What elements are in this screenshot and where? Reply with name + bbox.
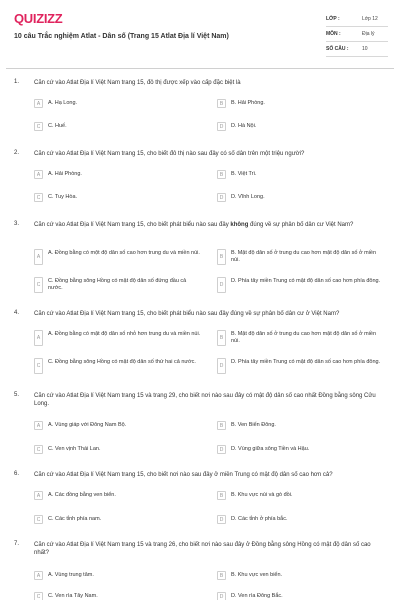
question-text bbox=[34, 221, 384, 229]
option-text: B. Ven Biển Đông. bbox=[231, 422, 276, 428]
option-d[interactable] bbox=[217, 193, 385, 202]
option-text: B. Khu vực ven biển. bbox=[231, 572, 283, 578]
option-b[interactable] bbox=[217, 571, 385, 580]
option-c[interactable] bbox=[34, 193, 202, 202]
option-letter-badge: D bbox=[217, 122, 226, 131]
option-letter-badge: A bbox=[34, 491, 43, 500]
option-c[interactable] bbox=[34, 122, 202, 131]
option-text: A. Đồng bằng có mật độ dân số nhỏ hơn trung du và miền núi. bbox=[48, 331, 201, 337]
question-text: Căn cứ vào Atlat Địa lí Việt Nam trang 15, đô thị được xếp vào cấp đặc biệt là bbox=[34, 80, 241, 86]
option-letter-badge: D bbox=[217, 193, 226, 202]
option-c[interactable] bbox=[34, 277, 202, 293]
option-text: C. Các tỉnh phía nam. bbox=[48, 516, 102, 522]
header-divider bbox=[6, 68, 394, 69]
option-d[interactable] bbox=[217, 277, 385, 293]
option-a[interactable] bbox=[34, 249, 202, 265]
option-letter-badge: B bbox=[217, 249, 226, 265]
meta-label-count: SỐ CÂU : bbox=[326, 46, 349, 52]
option-a[interactable] bbox=[34, 421, 202, 430]
option-text: B. Mật độ dân số ở trung du cao hơn mật độ dân số ở miền núi. bbox=[231, 250, 377, 263]
option-text: C. Đồng bằng sông Hồng có mật độ dân số thứ hai cả nước. bbox=[48, 359, 196, 365]
option-letter-badge: B bbox=[217, 571, 226, 580]
meta-row-subject bbox=[326, 27, 388, 42]
meta-label-subject: MÔN : bbox=[326, 31, 341, 37]
option-text: B. Khu vực núi và gò đồi. bbox=[231, 492, 293, 498]
option-letter-badge: D bbox=[217, 515, 226, 524]
option-d[interactable] bbox=[217, 515, 385, 524]
question-text-emphasis: không bbox=[230, 222, 249, 228]
option-letter-badge: C bbox=[34, 592, 43, 600]
option-text: B. Mật độ dân số ở trung du cao hơn mật độ dân số ở miền núi. bbox=[231, 331, 377, 344]
option-text: A. Các đồng bằng ven biển. bbox=[48, 492, 116, 498]
option-letter-badge: C bbox=[34, 277, 43, 293]
option-letter-badge: C bbox=[34, 193, 43, 202]
question-text: Căn cứ vào Atlat Địa lí Việt Nam trang 15, cho biết đô thị nào sau đây có số dân trên một triệu người? bbox=[34, 151, 305, 157]
option-letter-badge: D bbox=[217, 445, 226, 454]
option-d[interactable] bbox=[217, 445, 385, 454]
option-a[interactable] bbox=[34, 170, 202, 179]
option-text: A. Hải Phòng. bbox=[48, 171, 82, 177]
question-number: 6. bbox=[14, 471, 20, 477]
option-b[interactable] bbox=[217, 491, 385, 500]
option-letter-badge: A bbox=[34, 330, 43, 346]
option-text: D. Phía tây miền Trung có mật độ dân số cao hơn phía đông. bbox=[231, 278, 381, 284]
meta-value-subject: Địa lý bbox=[362, 31, 375, 37]
worksheet-header bbox=[0, 0, 400, 64]
meta-row-count bbox=[326, 42, 388, 57]
option-letter-badge: A bbox=[34, 99, 43, 108]
option-letter-badge: C bbox=[34, 445, 43, 454]
question-text-start: Căn cứ vào Atlat Địa lí Việt Nam trang 15, cho biết phát biểu nào sau đây bbox=[34, 222, 231, 228]
question-text: Căn cứ vào Atlat Địa lí Việt Nam trang 15 và trang 29, cho biết nơi nào sau đây có mật độ dân số cao nhất Đồng bằng sông Cửu Long. bbox=[34, 393, 376, 407]
meta-label-class: LỚP : bbox=[326, 16, 340, 22]
meta-value-class: Lớp 12 bbox=[362, 16, 378, 22]
option-text: A. Vùng giáp với Đông Nam Bộ. bbox=[48, 422, 127, 428]
option-d[interactable] bbox=[217, 592, 385, 600]
option-text: C. Huế. bbox=[48, 123, 67, 129]
question-number: 1. bbox=[14, 79, 20, 85]
option-a[interactable] bbox=[34, 99, 202, 108]
option-b[interactable] bbox=[217, 249, 385, 265]
option-letter-badge: C bbox=[34, 358, 43, 374]
option-letter-badge: A bbox=[34, 249, 43, 265]
option-d[interactable] bbox=[217, 358, 385, 374]
question-text: Căn cứ vào Atlat Địa lí Việt Nam trang 15, cho biết nơi nào sau đây ở miền Trung có mật độ dân số cao hơn cả? bbox=[34, 472, 333, 478]
worksheet-title: 10 câu Trắc nghiệm Atlat - Dân số (Trang 15 Atlat Địa lí Việt Nam) bbox=[14, 33, 229, 40]
option-text: D. Phía tây miền Trung có mật độ dân số cao hơn phía đông. bbox=[231, 359, 381, 365]
option-letter-badge: B bbox=[217, 170, 226, 179]
question-text: Căn cứ vào Atlat Địa lí Việt Nam trang 15, cho biết phát biểu nào sau đây đúng về sự phân bố dân cư ở Việt Nam? bbox=[34, 311, 340, 317]
option-letter-badge: A bbox=[34, 421, 43, 430]
question-number: 2. bbox=[14, 150, 20, 156]
option-a[interactable] bbox=[34, 491, 202, 500]
option-letter-badge: D bbox=[217, 358, 226, 374]
meta-row-class bbox=[326, 12, 388, 27]
option-letter-badge: A bbox=[34, 170, 43, 179]
option-letter-badge: A bbox=[34, 571, 43, 580]
option-c[interactable] bbox=[34, 592, 202, 600]
option-letter-badge: D bbox=[217, 277, 226, 293]
option-b[interactable] bbox=[217, 99, 385, 108]
option-c[interactable] bbox=[34, 358, 202, 374]
option-text: A. Hạ Long. bbox=[48, 100, 78, 106]
option-c[interactable] bbox=[34, 515, 202, 524]
option-text: B. Hải Phòng. bbox=[231, 100, 265, 106]
option-text: D. Ven rìa Đông Bắc. bbox=[231, 593, 283, 599]
option-d[interactable] bbox=[217, 122, 385, 131]
option-b[interactable] bbox=[217, 170, 385, 179]
question-number: 4. bbox=[14, 310, 20, 316]
option-text: A. Vùng trung tâm. bbox=[48, 572, 94, 578]
option-text: D. Các tỉnh ở phía bắc. bbox=[231, 516, 288, 522]
option-b[interactable] bbox=[217, 421, 385, 430]
option-letter-badge: C bbox=[34, 122, 43, 131]
quizizz-logo: QUIZIZZ bbox=[14, 11, 63, 26]
worksheet-meta bbox=[326, 12, 388, 57]
option-text: D. Vĩnh Long. bbox=[231, 194, 265, 200]
question-number: 5. bbox=[14, 392, 20, 398]
option-a[interactable] bbox=[34, 571, 202, 580]
question-number: 7. bbox=[14, 541, 20, 547]
option-letter-badge: B bbox=[217, 421, 226, 430]
question-number: 3. bbox=[14, 221, 20, 227]
option-letter-badge: B bbox=[217, 99, 226, 108]
option-text: A. Đồng bằng có một độ dân số cao hơn trung du và miền núi. bbox=[48, 250, 200, 256]
option-a[interactable] bbox=[34, 330, 202, 346]
question-text-end: đúng về sự phân bố dân cư Việt Nam? bbox=[248, 222, 354, 228]
option-b[interactable] bbox=[217, 330, 385, 346]
option-letter-badge: D bbox=[217, 592, 226, 600]
option-text: B. Việt Trì. bbox=[231, 171, 257, 177]
option-text: D. Vùng giữa sông Tiền và Hậu. bbox=[231, 446, 310, 452]
option-text: C. Ven rìa Tây Nam. bbox=[48, 593, 98, 599]
option-text: C. Đồng bằng sông Hồng có mật độ dân số đứng đầu cả nước. bbox=[48, 278, 187, 291]
meta-value-count: 10 bbox=[362, 46, 368, 52]
option-letter-badge: B bbox=[217, 491, 226, 500]
option-letter-badge: C bbox=[34, 515, 43, 524]
question-text: Căn cứ vào Atlat Địa lí Việt Nam trang 15 và trang 26, cho biết nơi nào sau đây ở Đồng bằng sông Hồng có mật độ dân số cao nhất? bbox=[34, 542, 371, 556]
option-text: C. Tuy Hòa. bbox=[48, 194, 78, 200]
option-letter-badge: B bbox=[217, 330, 226, 346]
option-text: D. Hà Nội. bbox=[231, 123, 257, 129]
option-c[interactable] bbox=[34, 445, 202, 454]
option-text: C. Ven vịnh Thái Lan. bbox=[48, 446, 101, 452]
